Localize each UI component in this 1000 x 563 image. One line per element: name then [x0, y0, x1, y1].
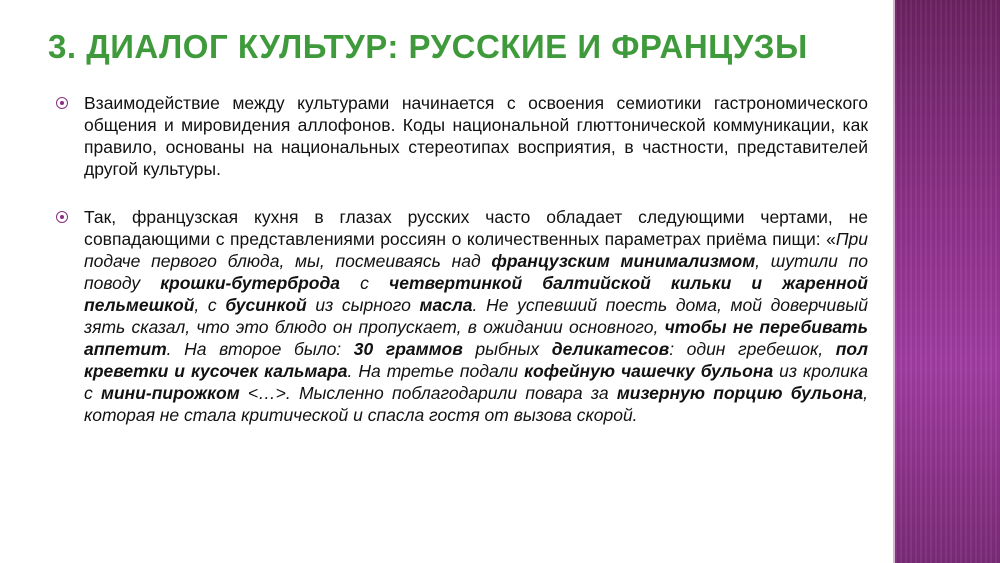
- text-segment: пол креветки и кусочек кальмара: [84, 339, 868, 381]
- text-segment: французским минимализмом: [491, 251, 756, 271]
- text-segment: кофейную чашечку бульона: [524, 361, 774, 381]
- text-segment: с: [340, 273, 390, 293]
- decorative-side-stripe: [893, 0, 1000, 563]
- text-segment: масла: [419, 295, 473, 315]
- text-segment: . На третье подали: [347, 361, 525, 381]
- text-segment: , шутили по поводу: [84, 251, 868, 293]
- text-segment: рыбных: [462, 339, 552, 359]
- text-segment: , которая не стала критической и спасла гостя от вызова скорой.: [84, 383, 868, 425]
- text-segment: При подаче первого блюда, мы, посмеиваясь над: [84, 229, 868, 271]
- bullet-item-1: [56, 92, 868, 180]
- text-segment: . На второе было:: [166, 339, 354, 359]
- text-segment: 30 граммов: [353, 339, 463, 359]
- text-segment: четвертинкой балтийской кильки и жаренной пельмешкой: [84, 273, 868, 315]
- circle-dot-bullet-icon: [56, 211, 68, 223]
- bullet-text-1: [84, 92, 868, 180]
- text-segment: : один гребешок,: [669, 339, 836, 359]
- text-segment: деликатесов: [551, 339, 670, 359]
- text-segment: мизерную порцию бульона: [616, 383, 864, 403]
- slide-content: [56, 92, 868, 426]
- text-segment: из сырного: [306, 295, 420, 315]
- bullet-text-2: [84, 206, 868, 426]
- slide-title: 3. ДИАЛОГ КУЛЬТУР: РУССКИЕ И ФРАНЦУЗЫ: [48, 28, 808, 65]
- text-segment: мини-пирожком: [101, 383, 240, 403]
- text-segment: <…>. Мысленно поблагодарили повара за: [239, 383, 617, 403]
- text-segment: чтобы не перебивать аппетит: [84, 317, 868, 359]
- circle-dot-bullet-icon: [56, 97, 68, 109]
- text-segment: Взаимодействие между культурами начинается с освоения семиотики гастрономического общения и мировидения аллофонов. Коды национальной глюттонической коммуникации, как правило, основаны на национальных стереотипах восприятия, в частности, представителей другой культуры.: [84, 93, 868, 179]
- text-segment: из кролика с: [84, 361, 868, 403]
- text-segment: , с: [194, 295, 226, 315]
- text-segment: . Не успевший поесть дома, мой доверчивый зять сказал, что это блюдо он пропускает, в ожидании основного,: [84, 295, 869, 337]
- text-segment: бусинкой: [225, 295, 307, 315]
- bullet-item-2: [56, 206, 868, 426]
- text-segment: крошки-бутерброда: [160, 273, 341, 293]
- text-segment: Так, французская кухня в глазах русских часто обладает следующими чертами, не совпадающими с представлениями россиян о количественных параметрах приёма пищи: «: [84, 207, 868, 249]
